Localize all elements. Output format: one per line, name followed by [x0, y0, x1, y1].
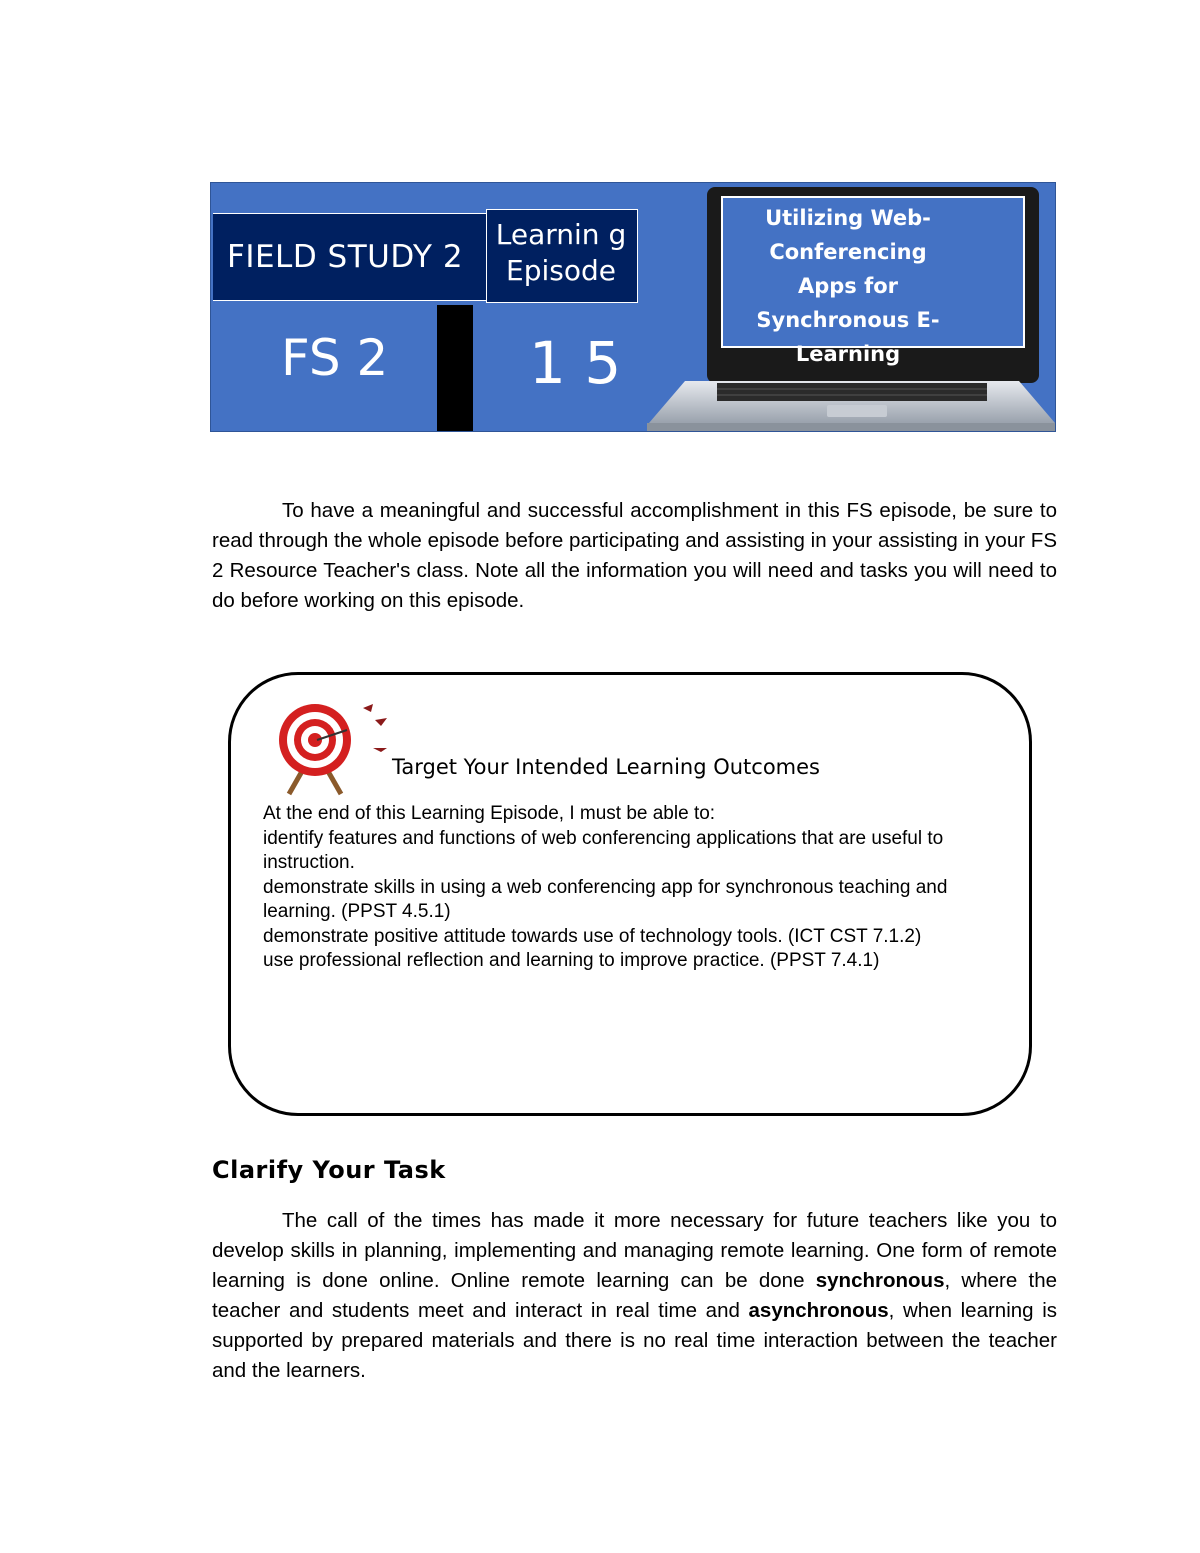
banner-title: FIELD STUDY 2 [227, 239, 464, 275]
target-icon [275, 696, 405, 796]
task-paragraph [212, 1206, 1057, 1386]
outcome-item: identify features and functions of web conferencing applications that are useful to instruction. [263, 827, 944, 873]
task-text-3: , when learning is supported by prepared materials and there is no real time interaction between the teacher and the learners. [212, 1299, 1057, 1382]
intro-paragraph [212, 496, 1057, 616]
episode-label: Learnin g Episode [495, 218, 627, 287]
intro-text: To have a meaningful and successful accomplishment in this FS episode, be sure to read through the whole episode before participating and assisting in your assisting in your FS 2 Resource Teacher's class. Note all the information you will need and tasks you will need to do before working on this episode. [212, 499, 1057, 612]
keyword-synchronous: synchronous [815, 1269, 945, 1292]
outcome-item: demonstrate positive attitude towards use of technology tools. (ICT CST 7.1.2) [263, 925, 922, 947]
section-heading: Clarify Your Task [212, 1156, 446, 1184]
task-text-1: The call of the times has made it more necessary for future teachers like you to develop skills in planning, implementing and managing remote learning. One form of remote learning is done online. Online remote learning can be done [212, 1209, 1057, 1292]
task-text-2: , where the teacher and students meet and interact in real time and [212, 1269, 1057, 1322]
fs-code: FS 2 [281, 329, 389, 387]
episode-number: 1 5 [529, 329, 622, 397]
outcome-item: use professional reflection and learning to improve practice. (PPST 7.4.1) [263, 950, 880, 971]
outcome-item: demonstrate skills in using a web conferencing app for synchronous teaching and learning. (PPST 4.5.1) [263, 876, 948, 922]
keyword-asynchronous: asynchronous [748, 1299, 889, 1322]
black-divider [437, 305, 473, 432]
outcomes-heading: Target Your Intended Learning Outcomes [392, 755, 820, 779]
outcomes-lead: At the end of this Learning Episode, I must be able to: [263, 803, 716, 824]
episode-banner [210, 182, 1056, 432]
episode-topic: Utilizing Web-Conferencing Apps for Synchronous E-Learning [756, 206, 940, 366]
outcomes-list [263, 802, 983, 974]
